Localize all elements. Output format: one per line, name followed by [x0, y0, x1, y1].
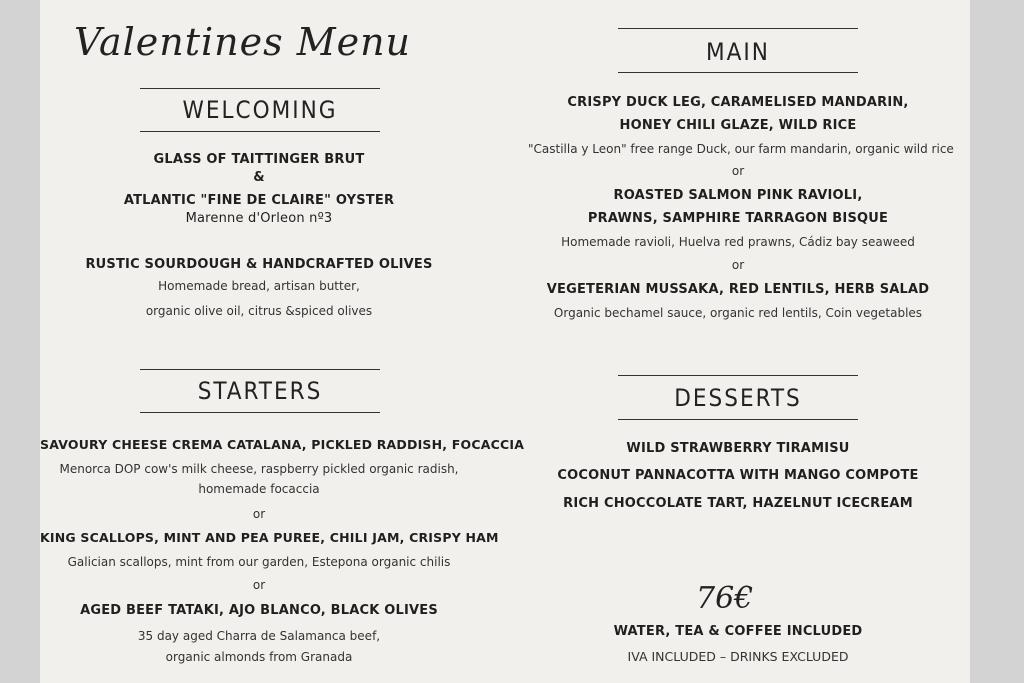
starters-bottom-rule [140, 412, 380, 413]
welcoming-heading: WELCOMING [182, 96, 338, 124]
starter-1-title: SAVOURY CHEESE CREMA CATALANA, PICKLED RADDISH, FOCACCIA [40, 437, 525, 452]
menu-title: Valentines Menu [74, 20, 412, 64]
starter-1-desc2: homemade focaccia [198, 482, 320, 496]
starters-top-rule [140, 369, 380, 370]
welcoming-item1-line3: Marenne d'Orleon nº3 [185, 211, 333, 226]
main-2-title2: PRAWNS, SAMPHIRE TARRAGON BISQUE [587, 211, 889, 226]
welcoming-item2-title: RUSTIC SOURDOUGH & HANDCRAFTED OLIVES [85, 257, 433, 272]
dessert-1: WILD STRAWBERRY TIRAMISU [626, 441, 850, 456]
main-2-desc: Homemade ravioli, Huelva red prawns, Cádiz bay seaweed [561, 235, 915, 249]
desserts-top-rule [618, 375, 858, 376]
starter-3-title: AGED BEEF TATAKI, AJO BLANCO, BLACK OLIVES [80, 603, 438, 618]
starter-2-desc1: Galician scallops, mint from our garden, Estepona organic chilis [67, 555, 451, 569]
menu-price: 76€ [696, 581, 754, 616]
starter-3-desc1: 35 day aged Charra de Salamanca beef, [137, 629, 381, 643]
starter-3-desc2: organic almonds from Granada [165, 650, 353, 664]
main-3-desc: Organic bechamel sauce, organic red lentils, Coin vegetables [553, 306, 923, 320]
main-bottom-rule [618, 72, 858, 73]
desserts-bottom-rule [618, 419, 858, 420]
desserts-heading: DESSERTS [674, 384, 802, 412]
main-heading: MAIN [706, 38, 770, 66]
main-1-title1: CRISPY DUCK LEG, CARAMELISED MANDARIN, [567, 95, 909, 110]
main-top-rule [618, 28, 858, 29]
starter-1-desc1: Menorca DOP cow's milk cheese, raspberry pickled organic radish, [59, 462, 459, 476]
starters-or-2: or [252, 578, 266, 592]
footer-line2: IVA INCLUDED – DRINKS EXCLUDED [627, 649, 849, 664]
welcoming-item2-desc2: organic olive oil, citrus &spiced olives [145, 304, 373, 318]
welcoming-item1-line1: GLASS OF TAITTINGER BRUT [153, 152, 365, 167]
dessert-2: COCONUT PANNACOTTA WITH MANGO COMPOTE [557, 468, 919, 483]
dessert-3: RICH CHOCCOLATE TART, HAZELNUT ICECREAM [563, 496, 913, 511]
footer-line1: WATER, TEA & COFFEE INCLUDED [613, 624, 863, 639]
welcoming-bottom-rule [140, 131, 380, 132]
welcoming-ampersand: & [253, 170, 265, 185]
welcoming-item2-desc1: Homemade bread, artisan butter, [158, 279, 360, 293]
main-3-title: VEGETERIAN MUSSAKA, RED LENTILS, HERB SALAD [546, 282, 930, 297]
main-1-title2: HONEY CHILI GLAZE, WILD RICE [619, 118, 857, 133]
main-1-desc: "Castilla y Leon" free range Duck, our farm mandarin, organic wild rice [528, 142, 954, 156]
main-2-title1: ROASTED SALMON PINK RAVIOLI, [613, 188, 863, 203]
welcoming-top-rule [140, 88, 380, 89]
main-or-2: or [731, 258, 745, 272]
starter-2-title: KING SCALLOPS, MINT AND PEA PUREE, CHILI JAM, CRISPY HAM [40, 530, 499, 545]
main-or-1: or [731, 164, 745, 178]
welcoming-item1-line2: ATLANTIC "FINE DE CLAIRE" OYSTER [123, 193, 395, 208]
starters-or-1: or [252, 507, 266, 521]
starters-heading: STARTERS [197, 377, 323, 405]
